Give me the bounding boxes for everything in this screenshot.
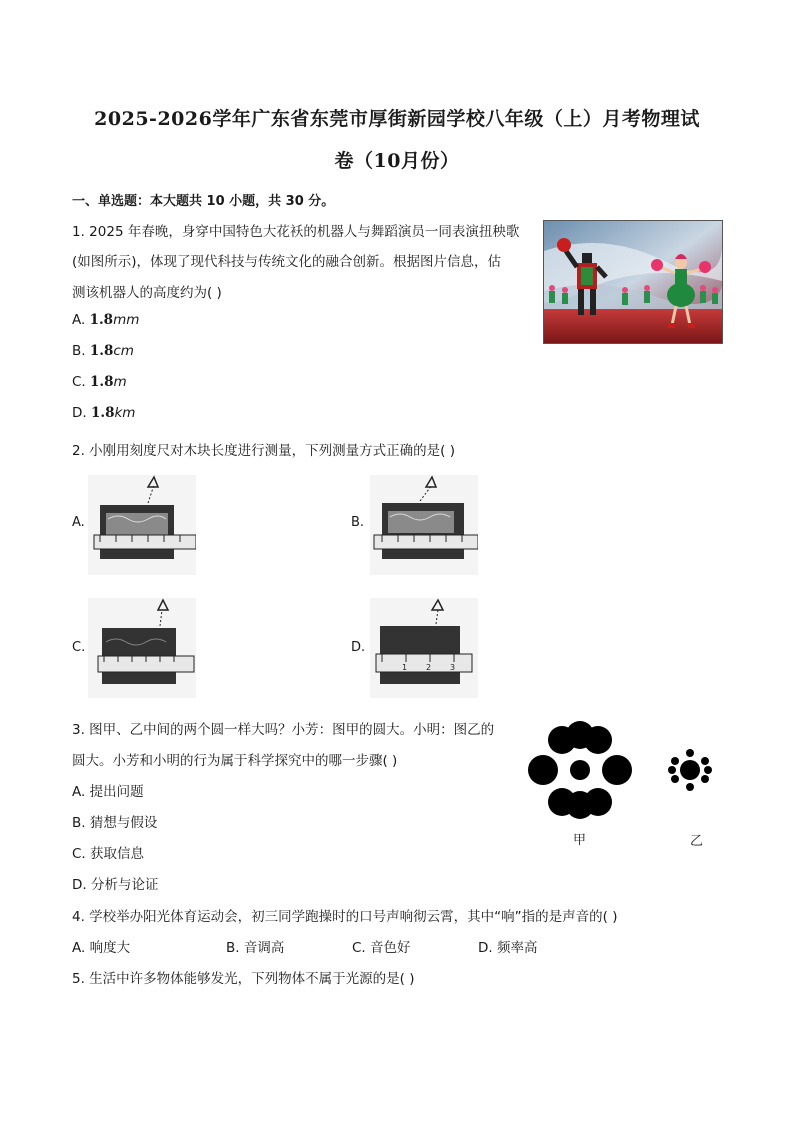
q4-option-d: D. 频率高 [478,940,538,956]
q1-line-1: 1. 2025 年春晚，身穿中国特色大花袄的机器人与舞蹈演员一同表演扭秧歌 [72,224,520,240]
q2-label-c: C. [72,640,86,655]
q2-figure-c [88,598,196,698]
q3-option-a: A. 提出问题 [72,784,144,800]
svg-text:1: 1 [402,663,408,672]
q2-stem: 2. 小刚用刻度尺对木块长度进行测量，下列测量方式正确的是( ) [72,443,455,459]
exam-title-line2: 卷（10月份） [334,150,460,172]
exam-title-line1: 2025-2026学年广东省东莞市厚街新园学校八年级（上）月考物理试 [94,108,700,130]
q3-line-2: 圆大。小芳和小明的行为属于科学探究中的哪一步骤( ) [72,753,398,769]
q2-label-d: D. [351,640,366,655]
q1-option-c: C. 1.8m [72,374,127,390]
q2-label-a: A. [72,515,85,530]
q4-stem: 4. 学校举办阳光体育运动会，初三同学跑操时的口号声响彻云霄，其中“响”指的是声音的( ) [72,909,618,925]
section-heading: 一、单选题：本大题共 10 小题，共 30 分。 [72,194,335,209]
q1-option-a: A. 1.8mm [72,312,140,328]
q4-option-c: C. 音色好 [352,940,411,956]
q1-line-2: (如图所示)，体现了现代科技与传统文化的融合创新。根据图片信息，估 [72,254,502,270]
q1-line-3: 测该机器人的高度约为( ) [72,285,222,301]
q3-option-b: B. 猜想与假设 [72,815,158,831]
q5-stem: 5. 生活中许多物体能够发光，下列物体不属于光源的是( ) [72,971,415,987]
q1-option-d: D. 1.8km [72,405,136,421]
q2-label-b: B. [351,515,365,530]
q2-figure-d [370,598,478,698]
q1-option-b: B. 1.8cm [72,343,134,359]
q4-option-a: A. 响度大 [72,940,131,956]
q4-option-b: B. 音调高 [226,940,285,956]
svg-text:3: 3 [450,663,456,672]
q2-figure-b [370,475,478,575]
q3-option-d: D. 分析与论证 [72,877,159,893]
q3-circle-illusion-figure [520,718,730,848]
q3-label-jia: 甲 [573,833,587,848]
q2-figure-a [88,475,196,575]
q3-label-yi: 乙 [690,834,704,849]
robot-dance-photo [543,220,723,344]
q3-option-c: C. 获取信息 [72,846,145,862]
svg-text:2: 2 [426,663,432,672]
q3-line-1: 3. 图甲、乙中间的两个圆一样大吗？小芳：图甲的圆大。小明：图乙的 [72,722,495,738]
